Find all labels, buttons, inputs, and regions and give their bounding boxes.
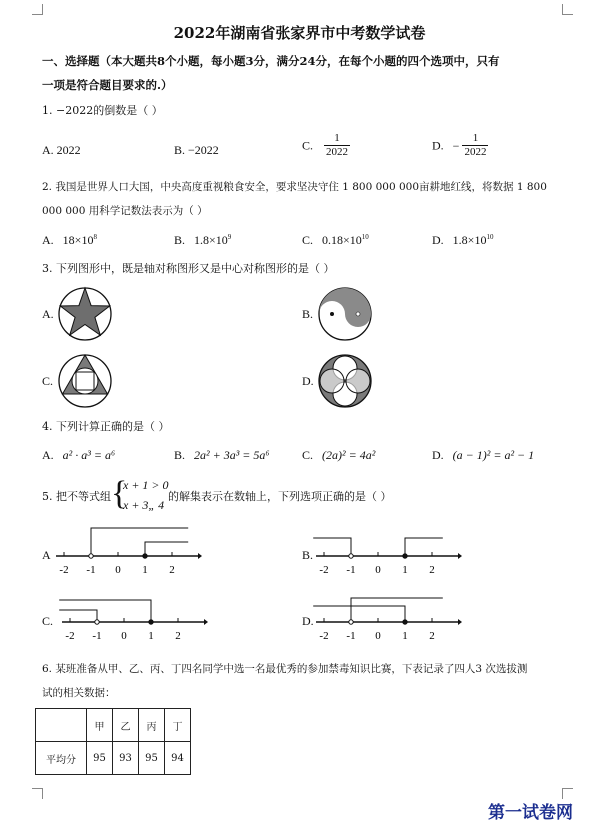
triangle-square-in-circle-figure [57, 353, 113, 409]
table-header-cell: 甲 [87, 709, 113, 742]
solution-range-line [313, 606, 405, 622]
solution-range-line [59, 610, 97, 622]
q4-option-a [42, 448, 115, 462]
q3-option-c-label: C. [42, 374, 54, 388]
q2-option-a [42, 230, 97, 247]
q4-a-expression: a² · a³ = a⁶ [62, 448, 116, 462]
q3-option-d-label: D. [302, 374, 314, 388]
q4-d-expression: (a − 1)² = a² − 1 [452, 448, 535, 462]
table-cell: 93 [113, 742, 139, 775]
open-endpoint-dot [349, 620, 353, 624]
q5-inequality-brace: { [111, 475, 128, 512]
q5-option-b-label: B. [302, 548, 314, 562]
q4-b-label: B. [174, 448, 186, 462]
tick-label: -2 [319, 630, 329, 642]
q1-option-a: A. 2022 [42, 143, 81, 157]
q6-data-table [35, 708, 191, 775]
q1-d-numerator: 1 [462, 132, 488, 146]
q5-inequality-1: x + 1 > 0 [123, 478, 169, 492]
q2-a-exponent: 8 [93, 233, 97, 241]
corner-mark-bottom-left [32, 788, 43, 799]
solution-range-line [59, 600, 151, 622]
tick-label: 1 [402, 630, 408, 642]
q2-b-value: 1.8×10 [194, 233, 228, 247]
tick-label: -2 [319, 564, 329, 576]
q2-a-label: A. [42, 233, 54, 247]
q4-a-label: A. [42, 448, 54, 462]
solution-range-line [145, 542, 188, 556]
q4-option-b [174, 448, 270, 462]
q2-c-value: 0.18×10 [322, 233, 362, 247]
q1-option-d [432, 132, 488, 159]
number-line-b [312, 524, 462, 584]
q2-c-exponent: 10 [361, 233, 369, 241]
open-endpoint-dot [89, 554, 93, 558]
q2-d-exponent: 10 [486, 233, 494, 241]
tick-label: -1 [86, 564, 96, 576]
q1-option-d-sign: − [452, 138, 460, 153]
q2-option-b [174, 230, 231, 247]
table-row-label: 平均分 [36, 742, 87, 775]
filled-endpoint-dot [403, 554, 407, 558]
q1-d-denominator: 2022 [464, 146, 487, 158]
table-cell: 95 [139, 742, 165, 775]
star-in-circle-figure [57, 286, 113, 342]
table-header-cell [36, 709, 87, 742]
corner-mark-top-right [562, 4, 573, 15]
q1-option-d-fraction [462, 132, 488, 159]
solution-range-line [313, 538, 351, 556]
filled-endpoint-dot [143, 554, 147, 558]
q5-inequality-2: x + 3„ 4 [123, 498, 165, 512]
table-header-row [36, 709, 191, 742]
q5-option-a-label: A [42, 548, 51, 562]
q1-option-d-label: D. [432, 138, 444, 153]
q1-c-numerator: 1 [324, 132, 350, 146]
q2-stem-line2: 000 000 用科学记数法表示为（ ） [42, 205, 208, 217]
q4-option-c [302, 448, 375, 462]
axis-arrow-icon [204, 619, 208, 625]
table-cell: 95 [87, 742, 113, 775]
q1-stem: 1. −2022的倒数是（ ） [42, 104, 163, 117]
corner-mark-top-left [32, 4, 43, 15]
q5-stem-suffix: 的解集表示在数轴上，下列选项正确的是（ ） [168, 490, 392, 503]
q5-option-c-label: C. [42, 614, 54, 628]
tick-label: -1 [92, 630, 102, 642]
q2-a-value: 18×10 [62, 233, 94, 247]
q2-option-d [432, 230, 493, 247]
tick-label: 2 [429, 564, 435, 576]
q1-option-b: B. −2022 [174, 143, 219, 157]
number-line-a [52, 524, 202, 584]
number-line-c [58, 590, 208, 650]
tick-label: 2 [169, 564, 175, 576]
table-header-cell: 丙 [139, 709, 165, 742]
tick-label: 1 [142, 564, 148, 576]
table-row [36, 742, 191, 775]
tick-label: 2 [175, 630, 181, 642]
q5-stem-prefix: 5. 把不等式组 [42, 490, 111, 503]
table-header-cell: 乙 [113, 709, 139, 742]
tick-label: -2 [59, 564, 69, 576]
solution-range-line [405, 538, 443, 556]
number-line-d [312, 590, 462, 650]
q2-b-exponent: 9 [227, 233, 232, 241]
tick-label: 0 [375, 630, 381, 642]
open-endpoint-dot [349, 554, 353, 558]
q3-option-a-label: A. [42, 307, 54, 321]
axis-arrow-icon [458, 553, 462, 559]
q5-option-d-label: D. [302, 614, 314, 628]
section-heading-line2: 一项是符合题目要求的.） [42, 78, 173, 92]
filled-endpoint-dot [403, 620, 407, 624]
q1-option-c [302, 132, 350, 159]
q4-stem: 4. 下列计算正确的是（ ） [42, 420, 170, 433]
axis-arrow-icon [198, 553, 202, 559]
q4-option-d [432, 448, 534, 462]
tick-label: 1 [402, 564, 408, 576]
filled-endpoint-dot [149, 620, 153, 624]
table-cell: 94 [165, 742, 191, 775]
yin-yang-figure [317, 286, 373, 342]
open-endpoint-dot [95, 620, 99, 624]
q4-d-label: D. [432, 448, 444, 462]
tick-label: 0 [115, 564, 121, 576]
q2-d-value: 1.8×10 [452, 233, 487, 247]
q3-stem: 3. 下列图形中，既是轴对称图形又是中心对称图形的是（ ） [42, 262, 335, 275]
q2-stem-line1: 2. 我国是世界人口大国，中央高度重视粮食安全，要求坚决守住 1 800 000 000亩耕地红线，将数据 1 800 [42, 181, 547, 193]
q1-c-denominator: 2022 [326, 146, 349, 158]
page-title: 2022年湖南省张家界市中考数学试卷 [173, 24, 426, 42]
solution-range-line [351, 598, 443, 622]
tick-label: 1 [148, 630, 154, 642]
q2-option-c [302, 230, 369, 247]
q1-option-c-label: C. [302, 138, 314, 153]
q1-option-c-fraction [324, 132, 350, 159]
watermark-brand: 第一试卷网 [488, 803, 573, 823]
q3-option-b-label: B. [302, 307, 314, 321]
q4-c-expression: (2a)² = 4a² [322, 448, 376, 462]
tick-label: 0 [121, 630, 127, 642]
section-heading-line1: 一、选择题（本大题共8个小题，每小题3分，满分24分，在每个小题的四个选项中，只有 [42, 54, 500, 68]
q2-d-label: D. [432, 233, 444, 247]
four-petal-figure [317, 353, 373, 409]
table-header-cell: 丁 [165, 709, 191, 742]
axis-arrow-icon [458, 619, 462, 625]
tick-label: 2 [429, 630, 435, 642]
q4-b-expression: 2a² + 3a³ = 5a⁶ [194, 448, 270, 462]
q4-c-label: C. [302, 448, 314, 462]
tick-label: -1 [346, 630, 356, 642]
tick-label: 0 [375, 564, 381, 576]
q6-stem-line2: 试的相关数据： [42, 687, 116, 699]
tick-label: -1 [346, 564, 356, 576]
q2-b-label: B. [174, 233, 186, 247]
tick-label: -2 [65, 630, 75, 642]
q2-c-label: C. [302, 233, 314, 247]
q6-stem-line1: 6. 某班准备从甲、乙、丙、丁四名同学中选一名最优秀的参加禁毒知识比赛，下表记录了四人3 次选拔测 [42, 663, 528, 675]
